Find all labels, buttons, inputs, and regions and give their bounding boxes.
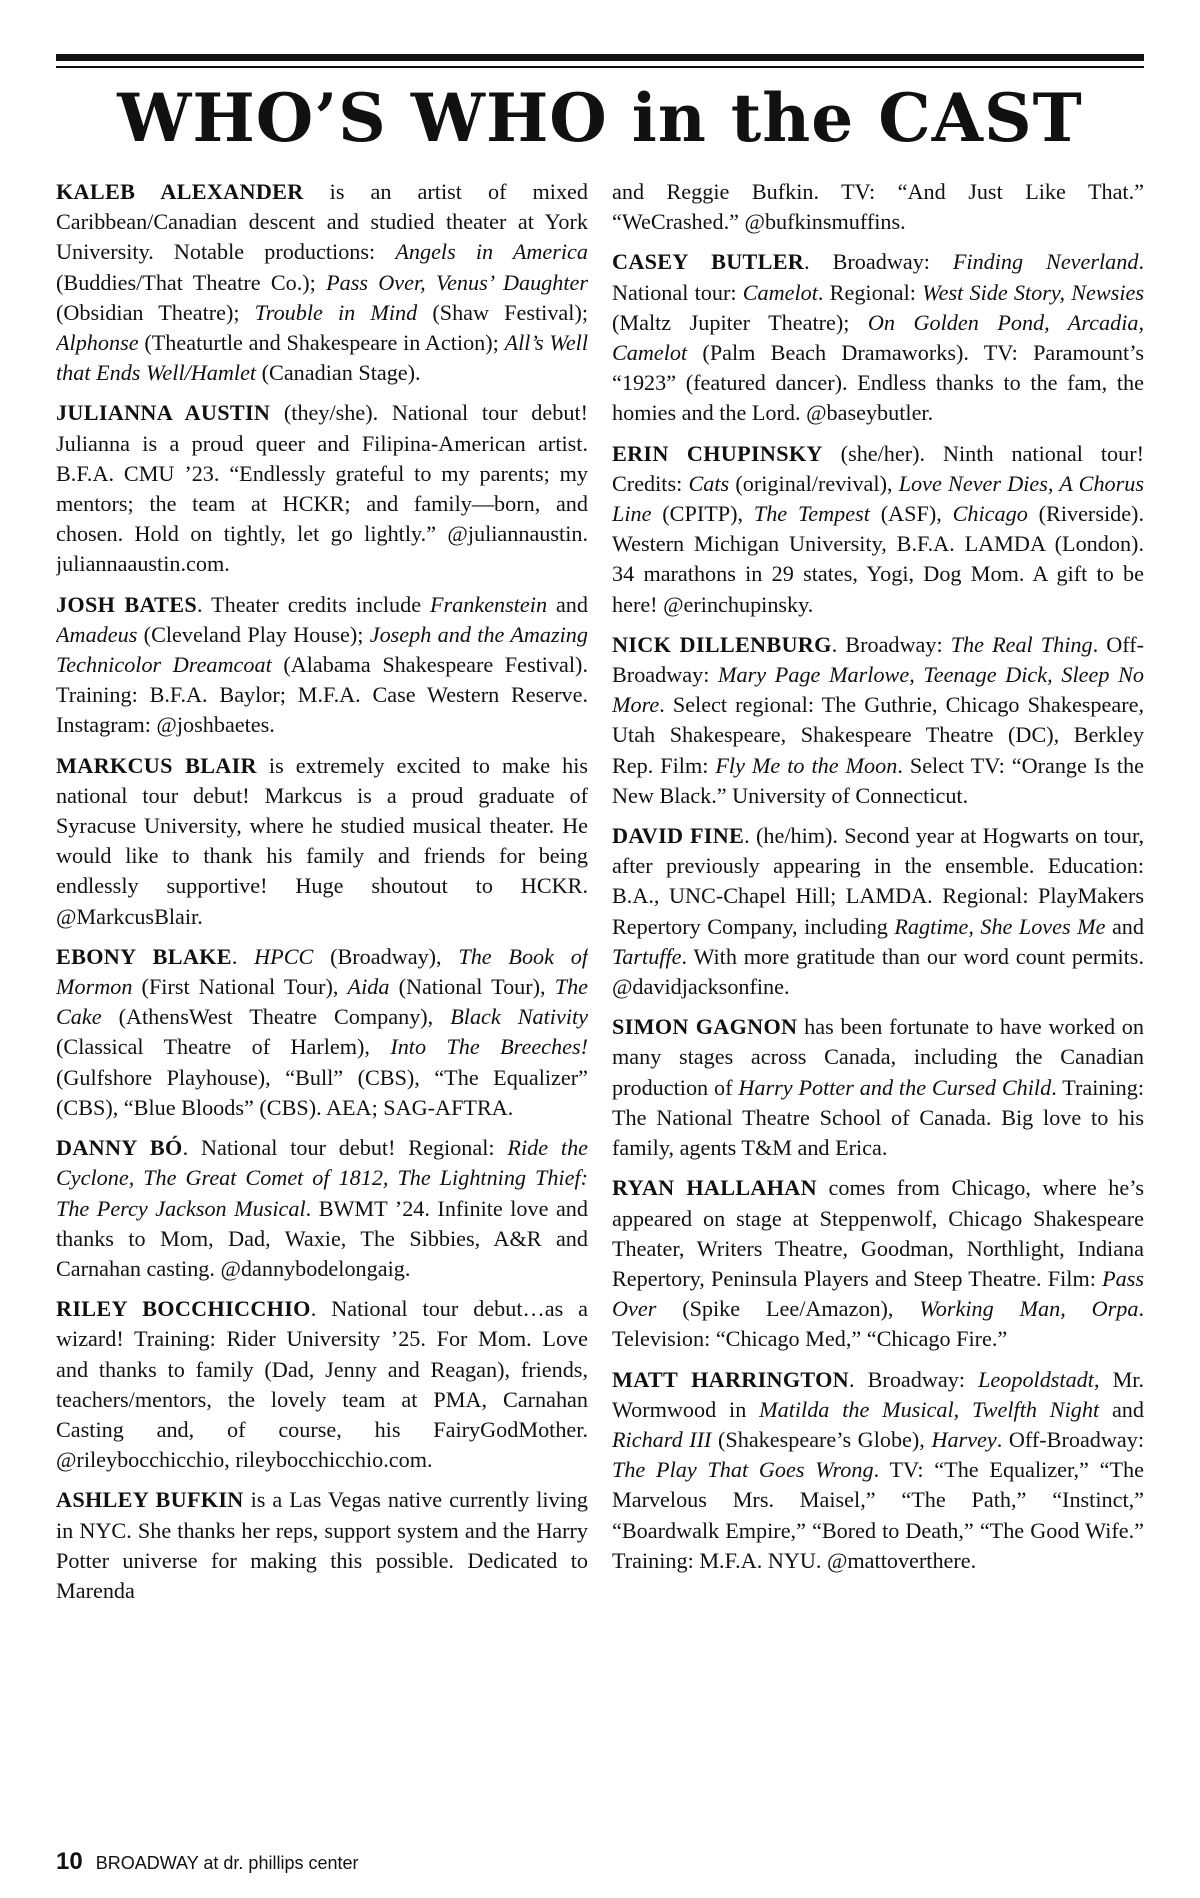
credit-title: Love Never Dies, A Chorus Line (612, 470, 1144, 527)
bio-text: (Buddies/That Theatre Co.); (56, 269, 327, 295)
credit-title: All’s Well that Ends Well/Hamlet (56, 330, 588, 386)
cast-bio (56, 590, 588, 741)
credit-title: Ride the Cyclone, The Great Comet of 1812, The Lightning Thief: The Percy Jackson Musical (56, 1135, 588, 1221)
credit-title: Harvey (931, 1426, 997, 1452)
bio-text: . Theater credits include (196, 591, 430, 617)
cast-name: JOSH BATES (56, 591, 197, 617)
bio-text: . Select regional: The Guthrie, Chicago Shakespeare, Utah Shakespeare, Shakespeare Theatre (DC), Berkley Rep. Film: (612, 692, 1144, 778)
credit-title: Tartuffe (612, 943, 682, 969)
bio-text: . Off-Broadway: (612, 631, 1144, 688)
credit-title: Amadeus (56, 621, 138, 647)
cast-name: MARKCUS BLAIR (56, 752, 257, 778)
bio-text: . BWMT ’24. Infinite love and thanks to Mom, Dad, Waxie, The Sibbies, A&R and Carnahan casting. @dannybodelongaig. (56, 1195, 588, 1281)
credit-title: On Golden Pond, Arcadia, Camelot (612, 309, 1144, 366)
bio-text: is an artist of mixed Caribbean/Canadian descent and studied theater at York University. Notable productions: (56, 179, 588, 265)
credit-title: Fly Me to the Moon (715, 752, 898, 778)
credit-title: HPCC (254, 943, 314, 969)
bio-text: (ASF), (869, 501, 953, 527)
cast-name: EBONY BLAKE (56, 943, 232, 969)
bio-text: (Theaturtle and Shakespeare in Action); (138, 330, 505, 356)
bio-text: (Classical Theatre of Harlem), (56, 1034, 391, 1060)
cast-name: DANNY BÓ (56, 1135, 183, 1161)
bio-text: (she/her). Ninth national tour! Credits: (612, 440, 1144, 496)
cast-bio (56, 942, 588, 1123)
bio-text: (AthensWest Theatre Company), (101, 1004, 451, 1030)
cast-name: ASHLEY BUFKIN (56, 1487, 244, 1513)
bio-continuation: and Reggie Bufkin. TV: “And Just Like That.” “WeCrashed.” @bufkinsmuffins. (612, 179, 1144, 235)
header-rule-thick (56, 54, 1144, 61)
bio-text: . Regional: (817, 279, 923, 305)
page-number: 10 (56, 1848, 83, 1875)
bio-text: is extremely excited to make his national tour debut! Markcus is a proud graduate of Syracuse University, where he studied musical theater. He would like to thank his family and friends for being endlessly supportive! Huge shoutout to HCKR. @MarkcusBlair. (56, 752, 588, 929)
bio-text: (Spike Lee/Amazon), (656, 1296, 920, 1322)
bio-text: . Broadway: (849, 1366, 979, 1392)
credit-title: Pass Over, Venus’ Daughter (326, 269, 588, 295)
credit-title: The Real Thing (950, 631, 1093, 657)
bio-text: (Riverside). Western Michigan University, B.F.A. LAMDA (London). 34 marathons in 29 states, Yogi, Dog Mom. A gift to be here! @erinchupinsky. (612, 501, 1144, 617)
bio-text: (Canadian Stage). (256, 360, 421, 386)
credit-title: Black Nativity (450, 1004, 588, 1030)
credit-title: Mary Page Marlowe, Teenage Dick, Sleep No More (612, 662, 1144, 718)
page-footer (56, 1848, 359, 1876)
credit-title: Pass Over (612, 1265, 1144, 1322)
bio-text: (Palm Beach Dramaworks). TV: Paramount’s “1923” (featured dancer). Endless thanks to the fam, the homies and the Lord. @baseybutler. (612, 340, 1144, 426)
cast-name: KALEB ALEXANDER (56, 179, 304, 204)
credit-title: Joseph and the Amazing Technicolor Dreamcoat (56, 621, 588, 678)
credit-title: West Side Story, Newsies (922, 279, 1144, 305)
bio-text: (original/revival), (729, 470, 899, 496)
credit-title: Aida (347, 974, 390, 1000)
cast-bio (612, 1012, 1144, 1163)
credit-title: The Book of Mormon (56, 943, 588, 1000)
bio-text: . With more gratitude than our word count permits. @davidjacksonfine. (612, 943, 1144, 1000)
bio-text: . Broadway: (831, 631, 951, 657)
bio-columns (56, 177, 1144, 1832)
cast-bio (56, 1485, 588, 1606)
cast-bio (56, 1294, 588, 1475)
credit-title: Finding Neverland (952, 249, 1139, 275)
bio-text: (Broadway), (313, 943, 459, 969)
bio-text: (Obsidian Theatre); (56, 299, 255, 325)
publication-name: BROADWAY at dr. phillips center (95, 1853, 359, 1873)
cast-bio (612, 247, 1144, 428)
bio-text: . Broadway: (804, 249, 953, 275)
credit-title: Working Man, Orpa (919, 1296, 1139, 1322)
credit-title: Frankenstein (429, 591, 548, 617)
credit-title: Leopoldstadt (978, 1366, 1094, 1392)
bio-text: . National tour: (612, 249, 1144, 305)
cast-bio (612, 1365, 1144, 1576)
cast-bio (612, 630, 1144, 811)
bio-text: (National Tour), (389, 974, 555, 1000)
bio-text: (Cleveland Play House); (137, 621, 370, 647)
cast-name: RILEY BOCCHICCHIO (56, 1296, 311, 1322)
bio-text: . Training: The National Theatre School of Canada. Big love to his family, agents T&M and Erica. (612, 1074, 1144, 1161)
bio-text: (Shakespeare’s Globe), (711, 1426, 932, 1452)
bio-text: (they/she). National tour debut! Julianna is a proud queer and Filipina-American artist. B.F.A. CMU ’23. “Endlessly grateful to my parents; my mentors; the team at HCKR; and family—born, and chosen. Hold on tightly, let go lightly.” @juliannaustin. juliannaaustin.com. (56, 400, 588, 577)
page-title: WHO’S WHO in the CAST (117, 79, 1083, 157)
credit-title: The Play That Goes Wrong (612, 1457, 874, 1483)
bio-text: . Off-Broadway: (996, 1426, 1144, 1452)
cast-bio (56, 1133, 588, 1284)
cast-bio (612, 1173, 1144, 1354)
credit-title: Trouble in Mind (254, 299, 418, 325)
bio-text: comes from Chicago, where he’s appeared on stage at Steppenwolf, Chicago Shakespeare Theater, Writers Theatre, Goodman, Northlight, Indiana Repertory, Peninsula Players and Steep Theatre. Film: (612, 1175, 1144, 1291)
cast-name: RYAN HALLAHAN (612, 1175, 817, 1201)
credit-title: Ragtime, She Loves Me (894, 913, 1106, 939)
credit-title: Harry Potter and the Cursed Child (738, 1074, 1052, 1100)
bio-text: and (547, 591, 588, 617)
cast-bio (56, 177, 588, 388)
bio-text: and (1099, 1396, 1144, 1422)
bio-text: , Mr. Wormwood in (612, 1366, 1144, 1422)
bio-text: . TV: “The Equalizer,” “The Marvelous Mrs. Maisel,” “The Path,” “Instinct,” “Boardwalk Empire,” “Bored to Death,” “The Good Wife.” Training: M.F.A. NYU. @mattoverthere. (612, 1457, 1144, 1573)
cast-bio (56, 751, 588, 932)
right-column (612, 177, 1144, 1832)
bio-text: (CPITP), (651, 501, 754, 527)
bio-text: . Select TV: “Orange Is the New Black.” University of Connecticut. (612, 752, 1144, 808)
bio-text: (Maltz Jupiter Theatre); (612, 309, 868, 335)
cast-bio (612, 821, 1144, 1002)
credit-title: Chicago (952, 501, 1028, 527)
cast-name: NICK DILLENBURG (612, 631, 832, 657)
credit-title: The Tempest (753, 501, 870, 527)
cast-name: JULIANNA AUSTIN (56, 400, 271, 426)
bio-text: is a Las Vegas native currently living in NYC. She thanks her reps, support system and the Harry Potter universe for making this possible. Dedicated to Marenda (56, 1487, 588, 1603)
cast-name: CASEY BUTLER (612, 249, 805, 275)
credit-title: Camelot (742, 279, 818, 305)
credit-title: Matilda the Musical, Twelfth Night (759, 1396, 1100, 1422)
header-rule-thin (56, 66, 1144, 68)
credit-title: Into The Breeches! (390, 1034, 588, 1060)
cast-name: MATT HARRINGTON (612, 1366, 850, 1392)
credit-title: Richard III (612, 1426, 712, 1452)
bio-text: . (231, 943, 255, 969)
bio-text: (Shaw Festival); (417, 299, 588, 325)
bio-text: . (he/him). Second year at Hogwarts on tour, after previously appearing in the ensemble. Education: B.A., UNC-Chapel Hill; LAMDA. Regional: PlayMakers Repertory Company, including (612, 823, 1144, 939)
bio-text: and (1105, 913, 1144, 939)
cast-bio (612, 439, 1144, 620)
bio-text: (First National Tour), (132, 974, 348, 1000)
credit-title: The Cake (56, 974, 588, 1030)
bio-text: . National tour debut…as a wizard! Training: Rider University ’25. For Mom. Love and thanks to family (Dad, Jenny and Reagan), friends, teachers/mentors, the lovely team at PMA, Carnahan Casting and, of course, his FairyGodMother. @rileybocchicchio, rileybocchicchio.com. (56, 1296, 588, 1473)
bio-text: . Television: “Chicago Med,” “Chicago Fire.” (612, 1296, 1144, 1352)
bio-text: . National tour debut! Regional: (182, 1135, 508, 1161)
cast-name: SIMON GAGNON (612, 1014, 798, 1040)
bio-text: (Alabama Shakespeare Festival). Training: B.F.A. Baylor; M.F.A. Case Western Reserve. Instagram: @joshbaetes. (56, 652, 588, 738)
credit-title: Alphonse (56, 330, 139, 356)
cast-name: ERIN CHUPINSKY (612, 440, 823, 466)
bio-text: has been fortunate to have worked on many stages across Canada, including the Canadian production of (612, 1014, 1144, 1100)
cast-bio (56, 398, 588, 579)
left-column (56, 177, 588, 1832)
credit-title: Cats (688, 470, 730, 496)
cast-name: DAVID FINE (612, 823, 745, 849)
bio-text: (Gulfshore Playhouse), “Bull” (CBS), “The Equalizer” (CBS), “Blue Bloods” (CBS). AEA; SAG-AFTRA. (56, 1064, 588, 1120)
credit-title: Angels in America (395, 239, 588, 265)
